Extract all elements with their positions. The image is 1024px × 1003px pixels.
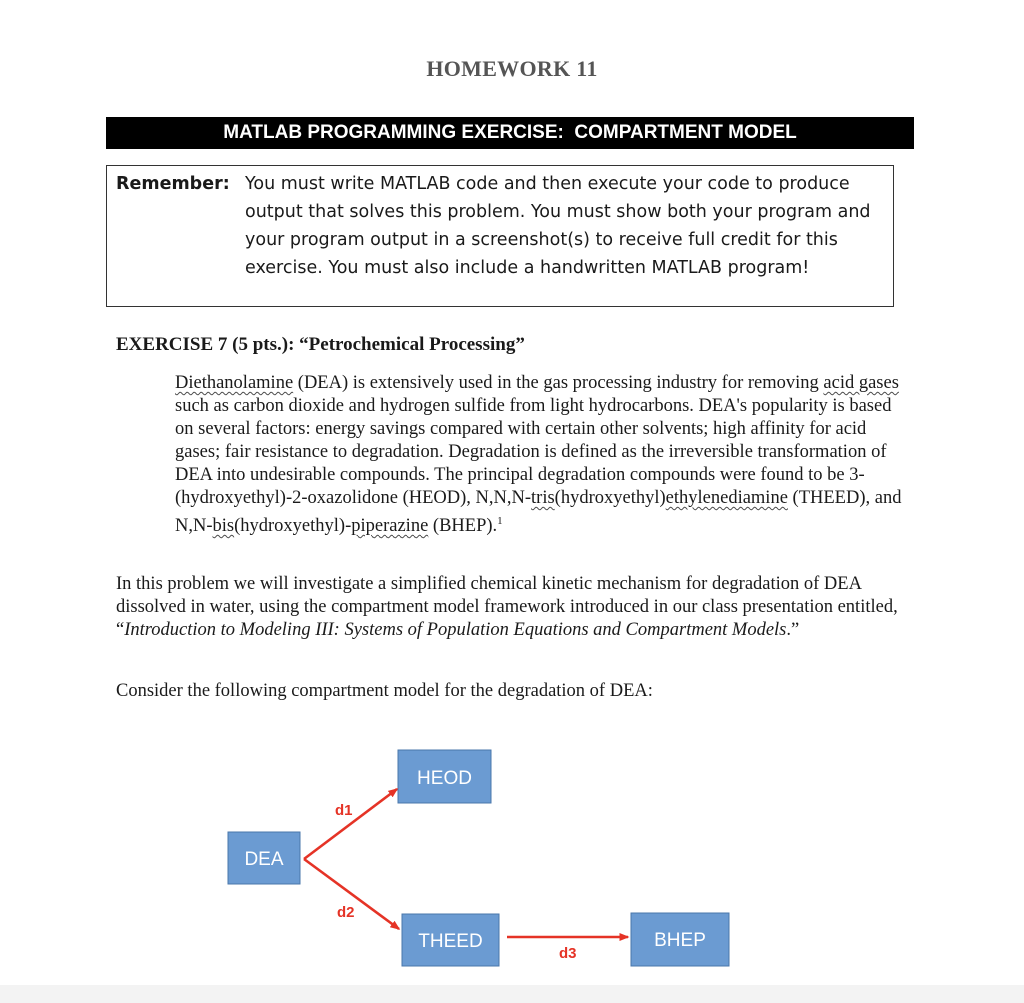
spell-word: bis [212,516,235,537]
paragraph-text: In this problem we will investigate a simplified chemical kinetic mechanism for degradation of DEA dissolved in water, using the compartment model framework introduced in our class presentation entitled, “ [116,574,898,640]
paragraph-text: (hydroxyethyl) [554,488,666,508]
spell-word: piperazine [351,516,429,537]
edge-d3-label: d3 [559,945,577,962]
paragraph-text: .” [786,620,800,640]
paragraph-text: (hydroxyethyl)- [234,516,352,537]
spell-word: tris [531,488,555,508]
footnote-marker: 1 [497,515,503,527]
paragraph-problem [116,573,916,642]
spell-word: acid gases [823,373,899,393]
page-bottom-strip [0,985,1024,1003]
paragraph-text: such as carbon dioxide and hydrogen sulfide from light hydrocarbons. DEA's popularity is based on several factors: energy savings compared with certain other solvents; high affinity for acid gases; fair resistance to degradation. Degradation is defined as the irreversible transformation of DEA into undesirable compounds. The principal degradation compounds were found to be 3-(hydroxyethyl)-2-oxazolidone (HEOD), N,N,N- [175,396,892,508]
node-heod-label: HEOD [417,768,472,789]
paragraph-consider: Consider the following compartment model for the degradation of DEA: [116,681,653,701]
edge-d1-arrow [304,789,397,859]
paragraph-text: (DEA) is extensively used in the gas processing industry for removing [293,373,824,393]
paragraph-text: (THEED), and N,N- [175,488,902,537]
node-bhep-label: BHEP [654,930,706,951]
node-dea-label: DEA [244,849,284,870]
node-theed-label: THEED [418,931,483,952]
edge-d2-label: d2 [337,904,355,921]
document-title: HOMEWORK 11 [426,56,598,81]
spell-word: Diethanolamine [175,373,294,393]
exercise-heading: EXERCISE 7 (5 pts.): “Petrochemical Processing” [116,334,525,355]
remember-box [106,165,894,307]
remember-label: Remember: [116,174,230,194]
paragraph-text: (BHEP). [428,516,498,537]
spell-word: ethylenediamine [665,488,788,508]
paragraph-dea-intro [175,372,905,538]
presentation-title: Introduction to Modeling III: Systems of Population Equations and Compartment Models [124,620,787,640]
edge-d1-label: d1 [335,802,353,819]
remember-text: You must write MATLAB code and then execute your code to produce output that solves this problem. You must show both your program and your program output in a screenshot(s) to receive full credit for this exercise. You must also include a handwritten MATLAB program! [245,174,871,278]
compartment-diagram [0,720,1024,985]
banner-text: MATLAB PROGRAMMING EXERCISE: COMPARTMENT MODEL [223,122,797,143]
exercise-banner [106,117,914,149]
